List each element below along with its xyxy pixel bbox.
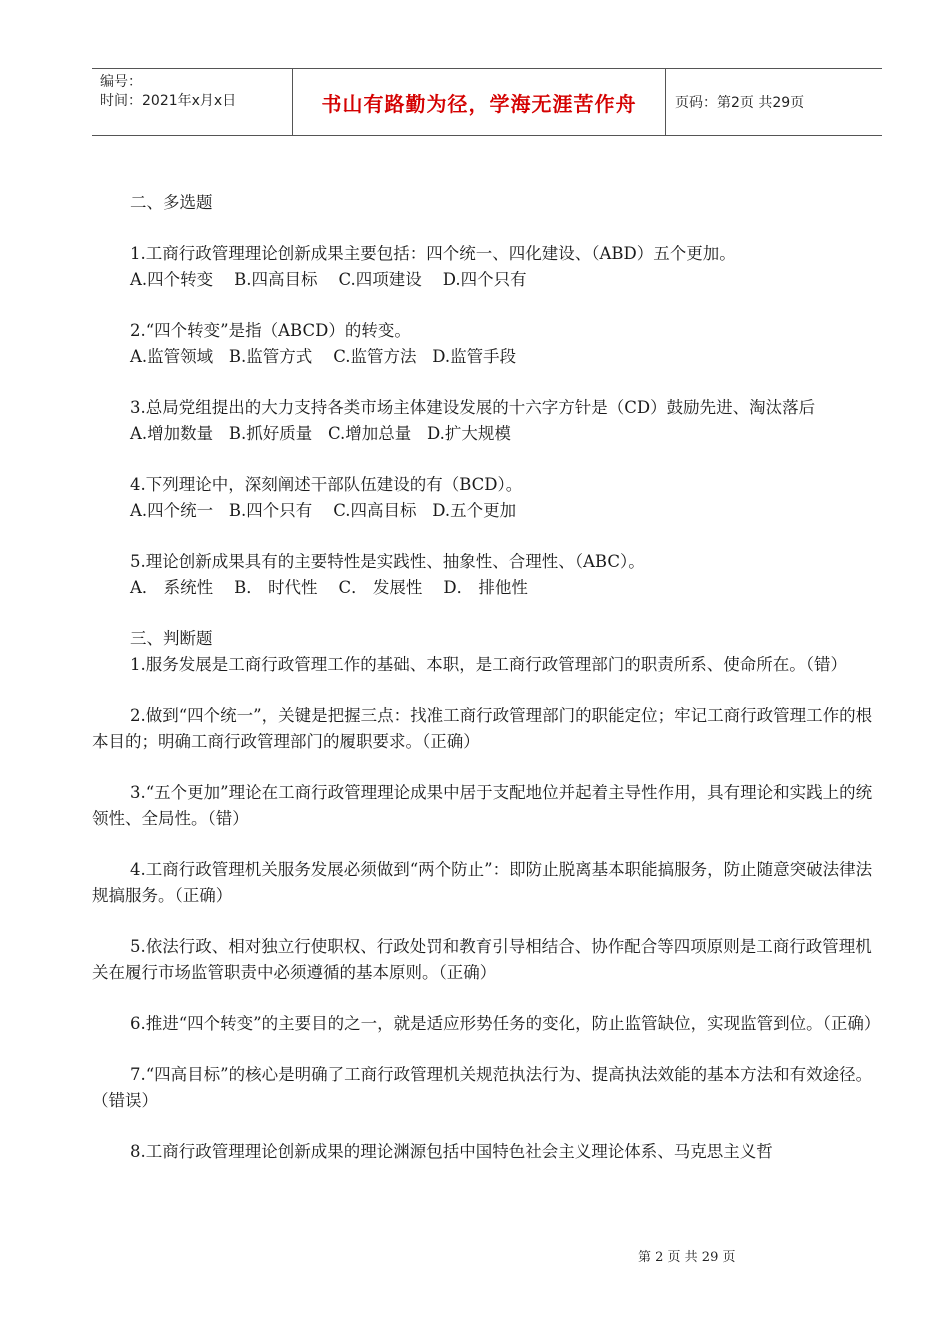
number-label: 编号：: [100, 74, 142, 90]
time-label: 时间：2021年x月x日: [100, 93, 237, 109]
judge-item: 6.推进“四个转变”的主要目的之一，就是适应形势任务的变化，防止监管缺位，实现监管到位。（正确）: [130, 1014, 881, 1033]
section-title-judge: 三、判断题: [130, 629, 213, 648]
judge-item: 5.依法行政、相对独立行使职权、行政处罚和教育引导相结合、协作配合等四项原则是工商行政管理机关在履行市场监管职责中必须遵循的基本原则。（正确）: [92, 937, 872, 982]
document-body: [92, 190, 882, 1165]
question: 5.理论创新成果具有的主要特性是实践性、抽象性、合理性、（ABC）。: [130, 552, 645, 571]
judge-item: 7.“四高目标”的核心是明确了工商行政管理机关规范执法行为、提高执法效能的基本方法和有效途径。（错误）: [92, 1065, 873, 1110]
question: 2.“四个转变”是指（ABCD）的转变。: [130, 321, 411, 340]
judge-item: 1.服务发展是工商行政管理工作的基础、本职，是工商行政管理部门的职责所系、使命所在。（错）: [130, 655, 847, 674]
judge-item: 4.工商行政管理机关服务发展必须做到“两个防止”：即防止脱离基本职能搞服务，防止随意突破法律法规搞服务。（正确）: [92, 860, 873, 905]
question-options: A.四个转变 B.四高目标 C.四项建设 D.四个只有: [130, 270, 527, 289]
header-page-code: 页码：第2页 共29页: [675, 95, 805, 111]
question: 3.总局党组提出的大力支持各类市场主体建设发展的十六字方针是（CD）鼓励先进、淘汰落后: [130, 398, 816, 417]
question-options: A.增加数量 B.抓好质量 C.增加总量 D.扩大规模: [130, 424, 511, 443]
judge-item: 3.“五个更加”理论在工商行政管理理论成果中居于支配地位并起着主导性作用，具有理论和实践上的统领性、全局性。（错）: [92, 783, 873, 828]
question: 1.工商行政管理理论创新成果主要包括：四个统一、四化建设、（ABD）五个更加。: [130, 244, 736, 263]
section-title-multi: 二、多选题: [130, 193, 213, 212]
page-header: [92, 68, 882, 136]
header-meta: [92, 69, 293, 135]
question-options: A． 系统性 B． 时代性 C． 发展性 D． 排他性: [130, 578, 528, 597]
judge-item: 8.工商行政管理理论创新成果的理论渊源包括中国特色社会主义理论体系、马克思主义哲: [130, 1142, 773, 1161]
question-options: A.四个统一 B.四个只有 C.四高目标 D.五个更加: [130, 501, 517, 520]
page-footer: 第 2 页 共 29 页: [638, 1250, 736, 1265]
question: 4.下列理论中，深刻阐述干部队伍建设的有（BCD）。: [130, 475, 523, 494]
question-options: A.监管领域 B.监管方式 C.监管方法 D.监管手段: [130, 347, 517, 366]
header-motto: 书山有路勤为径，学海无涯苦作舟: [293, 69, 666, 135]
judge-item: 2.做到“四个统一”，关键是把握三点：找准工商行政管理部门的职能定位；牢记工商行政管理工作的根本目的；明确工商行政管理部门的履职要求。（正确）: [92, 706, 873, 751]
